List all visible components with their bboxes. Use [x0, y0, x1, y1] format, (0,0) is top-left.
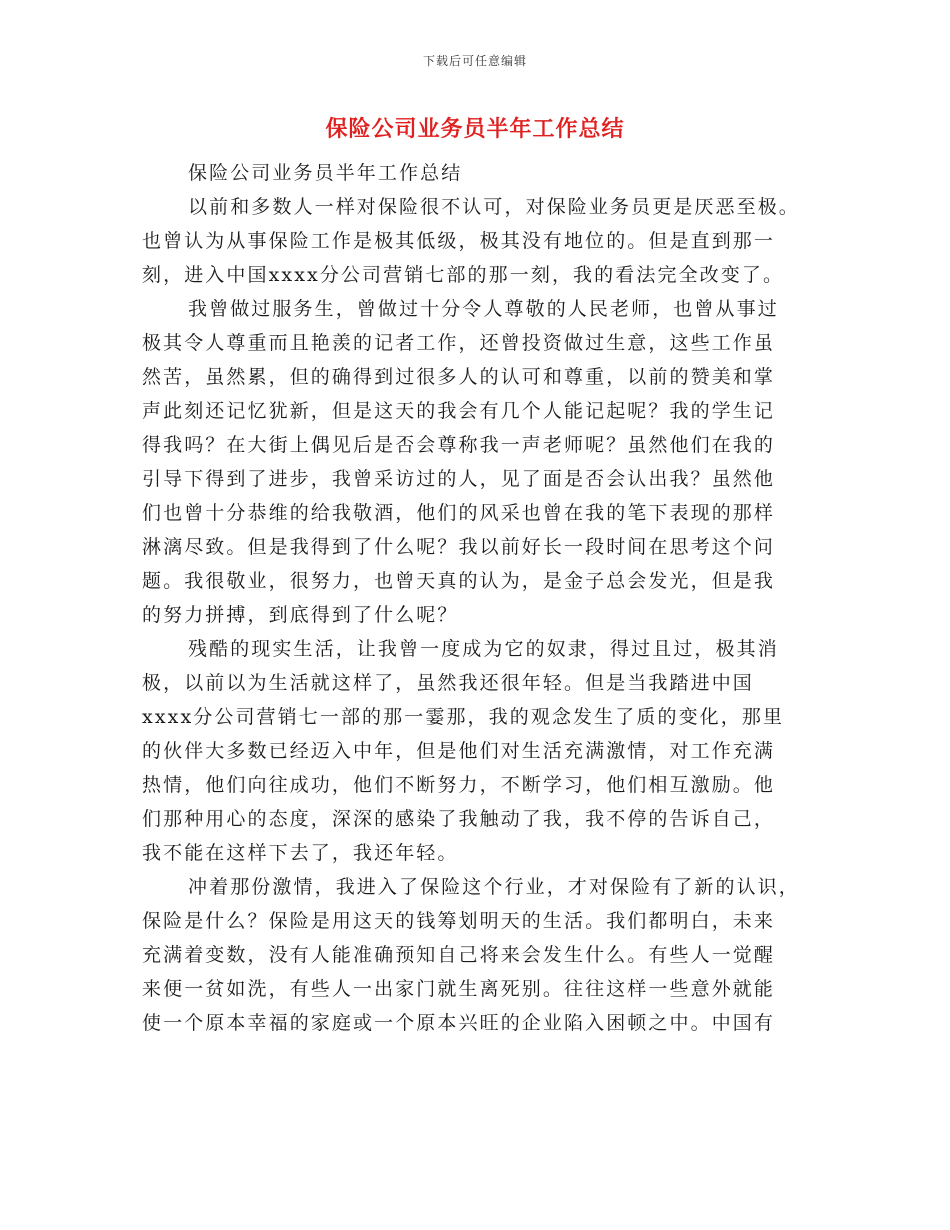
body-line: 极，以前以为生活就这样了，虽然我还很年轻。但是当我踏进中国: [142, 672, 754, 694]
page-header-note: 下载后可任意编辑: [422, 54, 527, 68]
body-line: 我曾做过服务生，曾做过十分令人尊敬的人民老师，也曾从事过: [188, 298, 779, 320]
body-line: 使一个原本幸福的家庭或一个原本兴旺的企业陷入困顿之中。中国有: [142, 1012, 776, 1034]
body-line: 题。我很敬业，很努力，也曾天真的认为，是金子总会发光，但是我: [142, 570, 776, 592]
body-line: 得我吗？在大街上偶见后是否会尊称我一声老师呢？虽然他们在我的: [142, 434, 776, 456]
body-line: 保险公司业务员半年工作总结: [188, 162, 463, 184]
document-body: [142, 156, 808, 1040]
body-line: 以前和多数人一样对保险很不认可，对保险业务员更是厌恶至极。: [188, 196, 800, 218]
body-line: 也曾认为从事保险工作是极其低级，极其没有地位的。但是直到那一: [142, 230, 776, 252]
document-title: 保险公司业务员半年工作总结: [325, 116, 625, 142]
body-line: 残酷的现实生活，让我曾一度成为它的奴隶，得过且过，极其消: [188, 638, 779, 660]
body-line: 保险是什么？保险是用这天的钱筹划明天的生活。我们都明白，未来: [142, 910, 776, 932]
body-line: 们也曾十分恭维的给我敬酒，他们的风采也曾在我的笔下表现的那样: [142, 502, 776, 524]
body-line: 充满着变数，没有人能准确预知自己将来会发生什么。有些人一觉醒: [142, 944, 776, 966]
body-line: 热情，他们向往成功，他们不断努力，不断学习，他们相互激励。他: [142, 774, 776, 796]
body-line: 我不能在这样下去了，我还年轻。: [142, 842, 459, 864]
body-line: 引导下得到了进步，我曾采访过的人，见了面是否会认出我？虽然他: [142, 468, 776, 490]
body-line: 的努力拼搏，到底得到了什么呢？: [142, 604, 459, 626]
body-line: 然苦，虽然累，但的确得到过很多人的认可和尊重，以前的赞美和掌: [142, 366, 776, 388]
body-line: 声此刻还记忆犹新，但是这天的我会有几个人能记起呢？我的学生记: [142, 400, 776, 422]
body-line: 来便一贫如洗，有些人一出家门就生离死别。往往这样一些意外就能: [142, 978, 776, 1000]
body-line: 淋漓尽致。但是我得到了什么呢？我以前好长一段时间在思考这个问: [142, 536, 776, 558]
body-line: 刻，进入中国xxxx分公司营销七部的那一刻，我的看法完全改变了。: [142, 264, 785, 286]
body-line: 的伙伴大多数已经迈入中年，但是他们对生活充满激情，对工作充满: [142, 740, 776, 762]
body-line: 极其令人尊重而且艳羡的记者工作，还曾投资做过生意，这些工作虽: [142, 332, 776, 354]
body-line: 冲着那份激情，我进入了保险这个行业，才对保险有了新的认识，: [188, 876, 800, 898]
body-line: xxxx分公司营销七一部的那一霎那，我的观念发生了质的变化，那里: [142, 706, 785, 728]
body-line: 们那种用心的态度，深深的感染了我触动了我，我不停的告诉自己，: [142, 808, 776, 830]
